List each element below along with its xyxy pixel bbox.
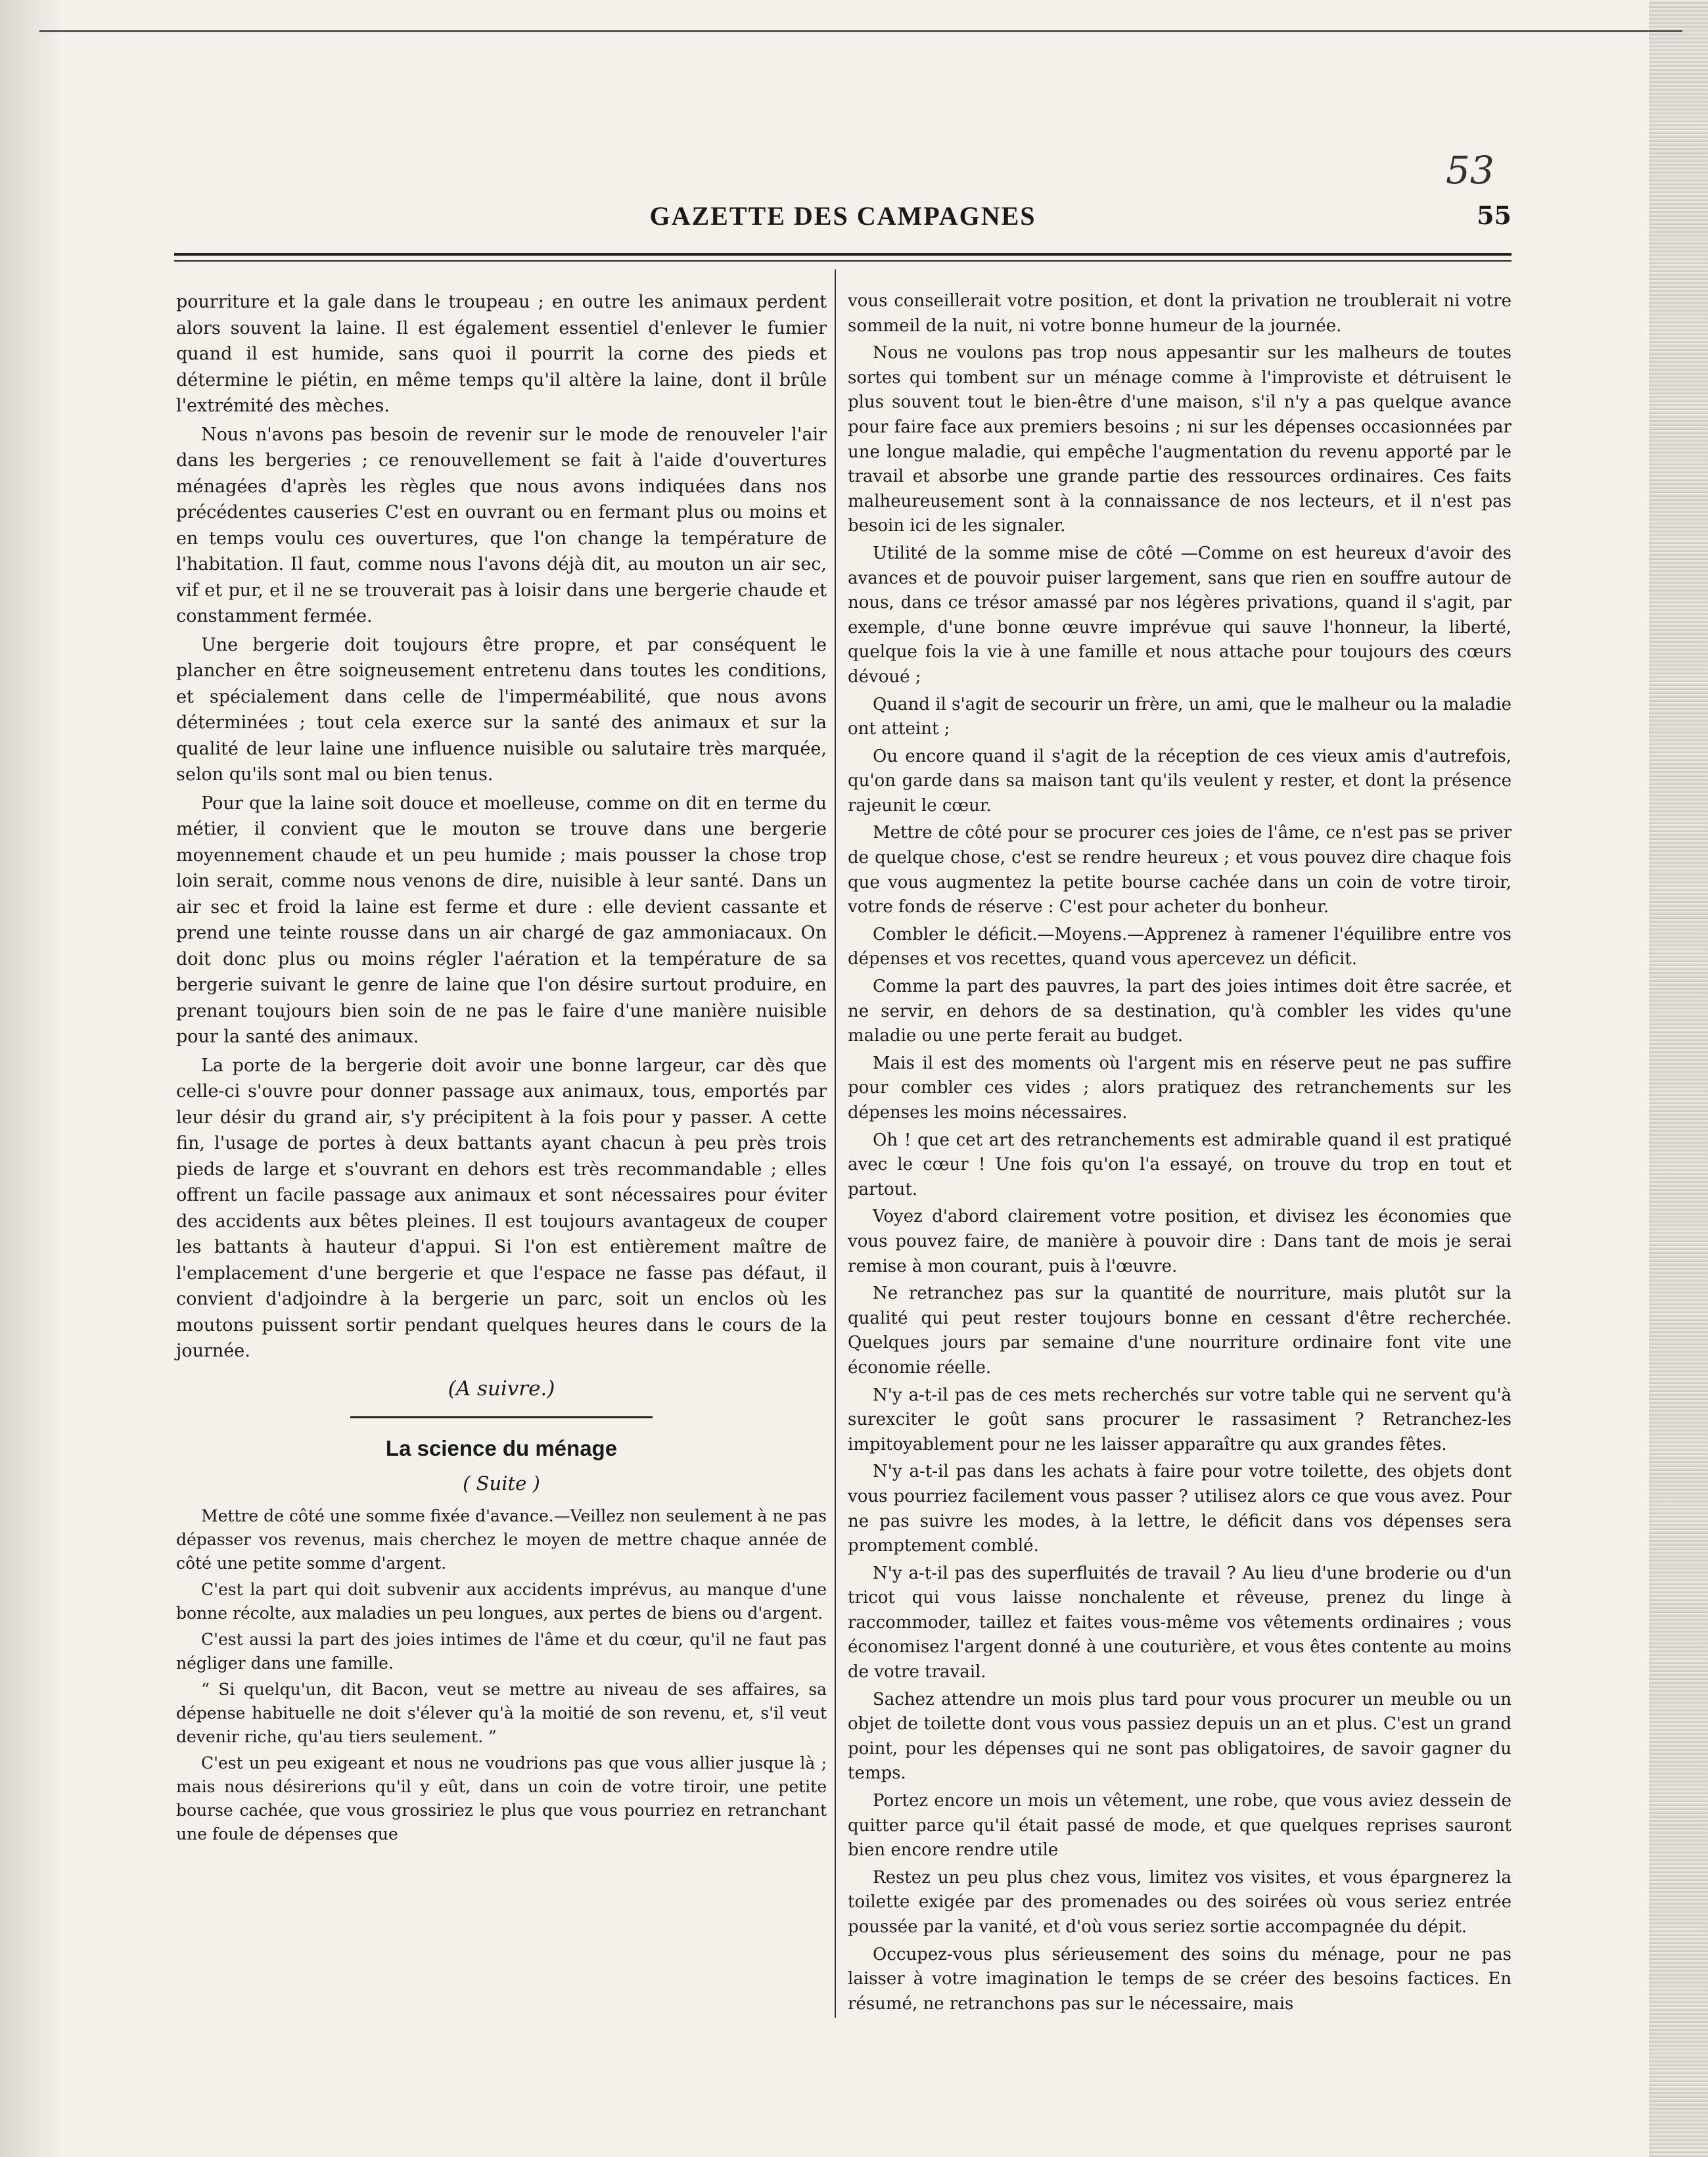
page-edge-shadow-left: [0, 0, 62, 2157]
paragraph: Restez un peu plus chez vous, limitez vos visites, et vous épargnerez la toilette exigée par des promenades ou des soirées où vous seriez entrée poussée par la vanité, et d'où vous seriez sortie accompagnée du dépit.: [848, 1867, 1512, 1937]
paragraph: Nous n'avons pas besoin de revenir sur le mode de renouveler l'air dans les bergeries ; ce renouvellement se fait à l'aide d'ouvertures ménagées d'après les règles que nous avons indiquées dans nos précédentes causeries C'est en ouvrant ou en fermant plus ou moins et en temps voulu ces ouvertures, que l'on change la température de l'habitation. Il faut, comme nous l'avons déjà dit, au mouton un air sec, vif et pur, et il ne se trouverait pas à loisir dans une bergerie chaude et constamment fermée.: [176, 424, 827, 626]
paragraph: Pour que la laine soit douce et moelleuse, comme on dit en terme du métier, il convient que le mouton se trouve dans une bergerie moyennement chaude et un peu humide ; mais pousser la chose trop loin serait, comme nous venons de dire, nuisible à leur santé. Dans un air sec et froid la laine est ferme et dure : elle devient cassante et prend une teinte rousse dans un air chargé de gaz ammoniacaux. On doit donc plus ou moins régler l'aération et la température de sa bergerie suivant le genre de laine que l'on désire surtout produire, en prenant toujours bien soin de ne pas le faire d'une manière nuisible pour la santé des animaux.: [176, 793, 827, 1047]
paragraph: Mettre de côté une somme fixée d'avance.—Veillez non seulement à ne pas dépasser vos revenus, mais cherchez le moyen de mettre chaque année de côté une petite somme d'argent.: [176, 1506, 827, 1573]
paragraph: Sachez attendre un mois plus tard pour vous procurer un meuble ou un objet de toilette dont vous vous passiez depuis un an et plus. C'est un grand point, pour les dépenses qui ne sont pas obligatoires, de savoir gagner du temps.: [848, 1689, 1512, 1784]
section-continuation-note: ( Suite ): [463, 1472, 540, 1495]
handwritten-page-number: 53: [1446, 148, 1494, 193]
paragraph: La porte de la bergerie doit avoir une bonne largeur, car dès que celle-ci s'ouvre pour donner passage aux animaux, tous, emportés par leur désir du grand air, s'y précipitent à la fois pour y passer. A cette fin, l'usage de portes à deux battants ayant chacun à peu près trois pieds de large et s'ouvrant en dehors est très recommandable ; elles offrent un facile passage aux animaux et sont nécessaires pour éviter des accidents aux bêtes pleines. Il est toujours avantageux de couper les battants à hauteur d'appui. Si l'on est entièrement maître de l'emplacement d'une bergerie et que l'espace ne fasse pas défaut, il convient d'adjoindre à la bergerie un parc, soit un enclos où les moutons puissent sortir pendant quelques heures dans le cours de la journée.: [176, 1055, 827, 1361]
paragraph: Combler le déficit.—Moyens.—Apprenez à ramener l'équilibre entre vos dépenses et vos recettes, quand vous apercevez un déficit.: [848, 924, 1512, 969]
paragraph: Oh ! que cet art des retranchements est admirable quand il est pratiqué avec le cœur ! Une fois qu'on l'a essayé, on trouve du trop en tout et partout.: [848, 1130, 1512, 1199]
header-rule-thick: [174, 253, 1512, 256]
section-rule: [350, 1416, 653, 1418]
running-header: [174, 200, 1512, 240]
right-column: [848, 289, 1512, 2019]
paragraph: Portez encore un mois un vêtement, une robe, que vous aviez dessein de quitter parce qu'il était passé de mode, et que quelques reprises sauront bien encore rendre utile: [848, 1791, 1512, 1861]
paragraph: Une bergerie doit toujours être propre, et par conséquent le plancher en être soigneusement entretenu dans toutes les conditions, et spécialement dans celle de l'imperméabilité, que nous avons déterminées ; tout cela exerce sur la santé des animaux et sur la qualité de leur laine une influence nuisible ou salutaire très marquée, selon qu'ils sont mal ou bien tenus.: [176, 634, 827, 785]
paragraph: Comme la part des pauvres, la part des joies intimes doit être sacrée, et ne servir, en dehors de sa destination, qu'à combler les vides qu'une maladie ou une perte ferait au budget.: [848, 977, 1512, 1046]
paragraph: C'est la part qui doit subvenir aux accidents imprévus, au manque d'une bonne récolte, aux maladies un peu longues, aux pertes de biens ou d'argent.: [176, 1580, 827, 1623]
paragraph: C'est aussi la part des joies intimes de l'âme et du cœur, qu'il ne faut pas négliger dans une famille.: [176, 1630, 827, 1673]
header-rule-thin: [174, 260, 1512, 262]
page-edge-binding-right: [1649, 0, 1708, 2157]
paragraph: N'y a-t-il pas des superfluités de travail ? Au lieu d'une broderie ou d'un tricot qui vous laisse nonchalente et rêveuse, prenez du linge à raccommoder, taillez et faites vous-même vos vêtements ordinaires ; vous économisez l'argent donné à une couturière, et vous êtes contente au moins de votre travail.: [848, 1563, 1512, 1682]
paragraph: C'est un peu exigeant et nous ne voudrions pas que vous allier jusque là ; mais nous désirerions qu'il y eût, dans un coin de votre tiroir, une petite bourse cachée, que vous grossiriez le plus que vous pourriez en retranchant une foule de dépenses que: [176, 1753, 827, 1844]
paragraph: Nous ne voulons pas trop nous appesantir sur les malheurs de toutes sortes qui tombent sur un ménage comme à l'improviste et détruisent le plus souvent tout le bien-être d'une maison, s'il n'y a pas quelque avance pour faire face aux premiers besoins ; ni sur les dépenses occasionnées par une longue maladie, qui empêche l'augmentation du revenu apporté par le travail et absorbe une grande partie des ressources ordinaires. Ces faits malheureusement sont à la connaissance de nos lecteurs, et il n'est pas besoin ici de les signaler.: [848, 343, 1512, 536]
paragraph: pourriture et la gale dans le troupeau ; en outre les animaux perdent alors souvent la laine. Il est également essentiel d'enlever le fumier quand il est humide, sans quoi il pourrit la corne des pieds et détermine le piétin, en même temps qu'il altère la laine, dont il brûle l'extrémité des mèches.: [176, 292, 827, 416]
to-be-continued: (A suivre.): [448, 1376, 555, 1401]
column-divider: [835, 269, 836, 2018]
gazette-title: GAZETTE DES CAMPAGNES: [649, 201, 1036, 231]
scan-top-border: [39, 30, 1682, 32]
paragraph: Occupez-vous plus sérieusement des soins du ménage, pour ne pas laisser à votre imagination le temps de se créer des besoins factices. En résumé, ne retranchons pas sur le nécessaire, mais: [848, 1944, 1512, 2014]
paragraph: Voyez d'abord clairement votre position, et divisez les économies que vous pouvez faire, de manière à pouvoir dire : Dans tant de mois je serai remise à mon courant, puis à l'œuvre.: [848, 1207, 1512, 1276]
paragraph: Mettre de côté pour se procurer ces joies de l'âme, ce n'est pas se priver de quelque chose, c'est se rendre heureux ; et vous pouvez dire chaque fois que vous augmentez la petite bourse cachée dans un coin de votre tiroir, votre fonds de réserve : C'est pour acheter du bonheur.: [848, 823, 1512, 917]
paragraph: Utilité de la somme mise de côté —Comme on est heureux d'avoir des avances et de pouvoir puiser largement, sans que rien en souffre autour de nous, dans ce trésor amassé par nos légères privations, quand il s'agit, par exemple, d'une bonne œuvre imprévue qui sauve l'honneur, la liberté, quelque fois la vie à une famille et nous attache pour toujours des cœurs dévoué ;: [848, 543, 1512, 687]
left-column: [176, 289, 827, 1849]
paragraph: Ou encore quand il s'agit de la réception de ces vieux amis d'autrefois, qu'on garde dans sa maison tant qu'ils veulent y rester, et dont la présence rajeunit le cœur.: [848, 746, 1512, 816]
paragraph: Ne retranchez pas sur la quantité de nourriture, mais plutôt sur la qualité qui peut rester toujours bonne en cessant d'être recherchée. Quelques jours par semaine d'une nourriture ordinaire font vite une économie réelle.: [848, 1284, 1512, 1378]
quotation: “ Si quelqu'un, dit Bacon, veut se mettre au niveau de ses affaires, sa dépense habituelle ne doit s'élever qu'à la moitié de son revenu, et, s'il veut devenir riche, qu'au tiers seulement. ”: [176, 1680, 827, 1746]
paragraph: N'y a-t-il pas dans les achats à faire pour votre toilette, des objets dont vous pourriez facilement vous passer ? utilisez alors ce que vous avez. Pour ne pas suivre les modes, à la lettre, le déficit dans vos dépenses sera promptement comblé.: [848, 1462, 1512, 1556]
paragraph: Quand il s'agit de secourir un frère, un ami, que le malheur ou la maladie ont atteint ;: [848, 694, 1512, 739]
section-title: La science du ménage: [385, 1436, 618, 1460]
paragraph: vous conseillerait votre position, et dont la privation ne troublerait ni votre sommeil de la nuit, ni votre bonne humeur de la journée.: [848, 291, 1512, 336]
header-page-number: 55: [1477, 200, 1512, 230]
paragraph: Mais il est des moments où l'argent mis en réserve peut ne pas suffire pour combler ces vides ; alors pratiquez des retranchements sur les dépenses les moins nécessaires.: [848, 1053, 1512, 1123]
paragraph: N'y a-t-il pas de ces mets recherchés sur votre table qui ne servent qu'à surexciter le goût sans procurer le rassasiment ? Retranchez-les impitoyablement pour ne les laisser apparaître qu aux grandes fêtes.: [848, 1385, 1512, 1454]
